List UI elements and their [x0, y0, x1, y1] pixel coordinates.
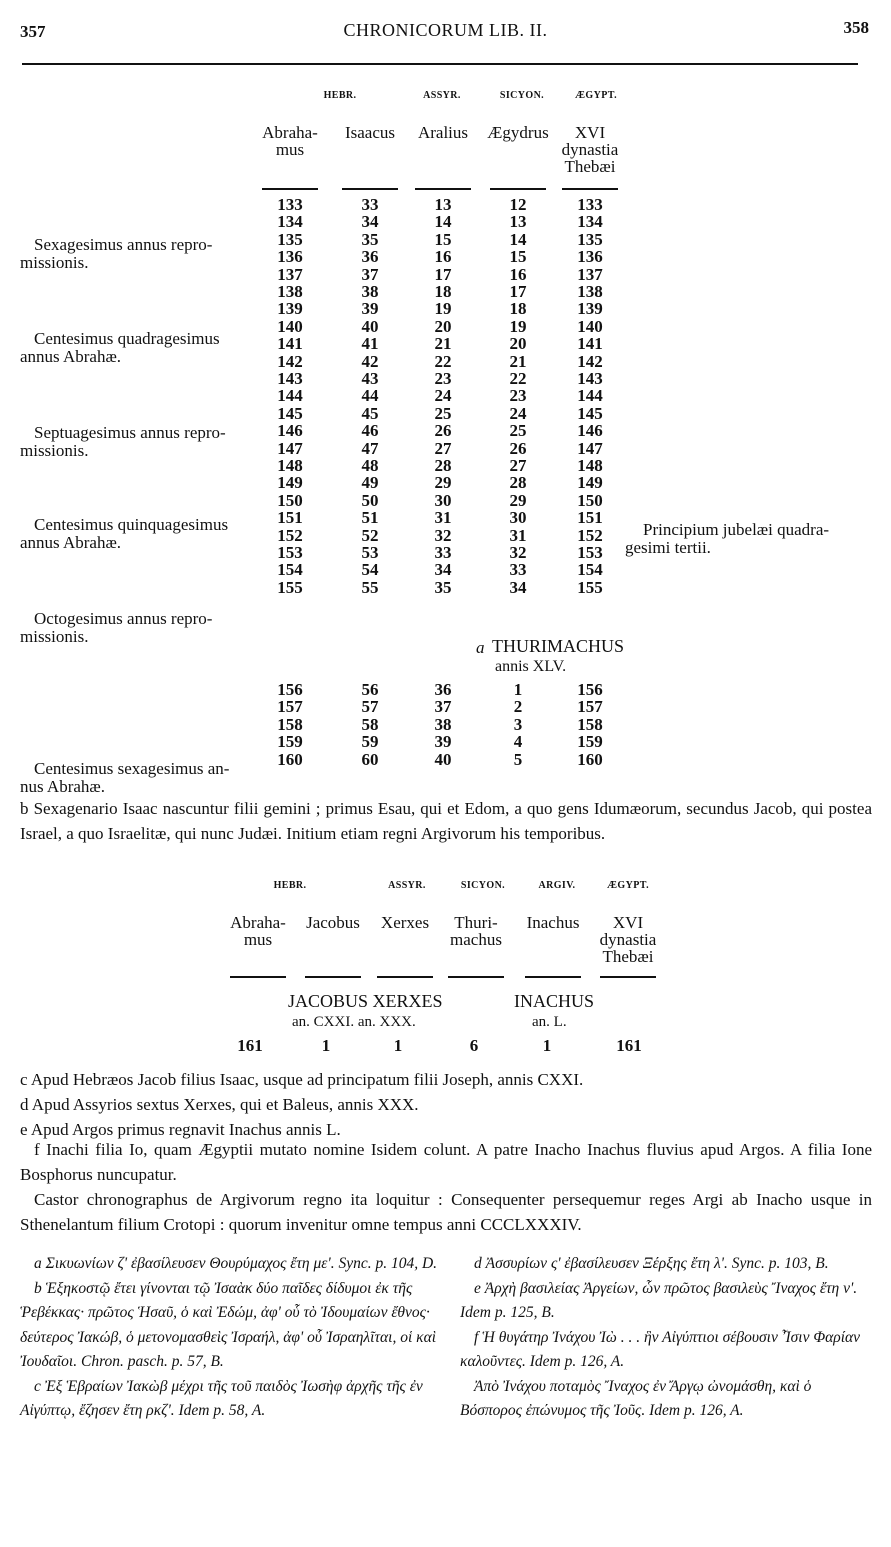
column-dash — [562, 188, 618, 190]
table1-cell: 55 — [361, 577, 379, 597]
table1-cell: 16 — [434, 247, 452, 267]
table1-cell: 146 — [577, 421, 603, 441]
table1-margin-note: Octogesimus annus repro- missionis. — [20, 609, 213, 646]
table1-cell: 21 — [509, 351, 527, 371]
table1-cell: 22 — [434, 351, 452, 371]
table1-cell: 28 — [434, 456, 452, 475]
table1-cell: 135 — [577, 229, 603, 249]
table1-cell: 157 — [277, 697, 303, 717]
table1-cell: 51 — [361, 508, 379, 528]
table1-right-note: Principium jubelæi quadra- gesimi tertii. — [625, 520, 830, 557]
table1-cell: 29 — [434, 473, 452, 493]
table1-cell: 22 — [509, 369, 527, 388]
table1-cell: 25 — [434, 403, 452, 423]
table2-cell: 6 — [469, 1036, 479, 1055]
table1-cell: 31 — [509, 525, 527, 545]
table1-cell: 150 — [277, 490, 303, 510]
table1-cell: 38 — [361, 282, 379, 301]
table1-cell: 136 — [277, 247, 303, 267]
table1-cell: 142 — [577, 351, 603, 371]
table2-cell: 1 — [321, 1036, 331, 1055]
table1-cell: 158 — [577, 714, 603, 734]
table1-cell: 23 — [434, 369, 452, 388]
column-dash — [262, 188, 318, 190]
table1-cell: 17 — [434, 264, 452, 284]
table1-cell: 149 — [277, 473, 303, 493]
table1-cell: 139 — [577, 299, 603, 319]
table2-column-head: Thuri- machus — [450, 913, 502, 949]
page-number-right: 358 — [843, 18, 869, 37]
greek-note-c: c Ἐξ Ἑβραίων Ἰακὼβ μέχρι τῆς τοῦ παιδὸς Ἰωσὴφ ἀρχῆς τῆς ἐν Αἰγύπτῳ, ἔζησεν ἔτη ρκζ'. Idem p. 58, A. — [20, 1377, 423, 1419]
table2-cell: 1 — [542, 1036, 552, 1055]
table1-cell: 34 — [509, 577, 527, 597]
table1-cell: 53 — [361, 543, 379, 562]
table1-cell: 147 — [577, 438, 603, 458]
table1-cell: 27 — [509, 456, 527, 475]
greek-note-g: Ἀπὸ Ἰνάχου ποταμὸς Ἴναχος ἐν Ἄργῳ ὠνομάσθη, καὶ ὁ Βόσπορος ἐπώνυμος τῆς Ἰοῦς. Idem p. 126, A. — [460, 1377, 812, 1419]
thurimachus-years: annis XLV. — [495, 658, 567, 675]
table2-group-head: ASSYR. — [388, 880, 426, 891]
table1-cell: 26 — [509, 438, 527, 458]
table1-cell: 30 — [509, 508, 527, 528]
table1-cell: 18 — [509, 299, 527, 319]
table1-cell: 34 — [361, 212, 379, 232]
table1-cell: 36 — [434, 680, 452, 699]
table1-cell: 47 — [361, 438, 379, 458]
header-rule — [22, 63, 858, 65]
greek-note-e: e Ἀρχὴ βασιλείας Ἀργείων, ὧν πρῶτος βασιλεὺς Ἴναχος ἔτη ν'. Idem p. 125, B. — [460, 1279, 858, 1321]
table1-cell: 149 — [577, 473, 603, 493]
table1-cell: 137 — [277, 264, 303, 284]
table1-cell: 34 — [434, 560, 452, 580]
page-number-left: 357 — [20, 22, 46, 41]
table1-cell: 159 — [577, 732, 603, 752]
table1-cell: 30 — [434, 490, 452, 510]
table1-cell: 45 — [361, 403, 379, 423]
table1-cell: 41 — [361, 334, 379, 354]
table1-cell: 36 — [361, 247, 379, 267]
table1-margin-note: Centesimus quinquagesimus annus Abrahæ. — [20, 515, 229, 552]
table2-column-head: Inachus — [526, 913, 580, 932]
table1-cell: 39 — [361, 299, 379, 319]
table1-cell: 155 — [277, 577, 303, 597]
table1-cell: 146 — [277, 421, 303, 441]
table1-cell: 33 — [509, 560, 527, 580]
table2-years: an. L. — [532, 1014, 567, 1030]
table1-cell: 18 — [434, 282, 452, 301]
greek-note-a: a Σικυωνίων ζ' ἐβασίλευσεν Θουρύμαχος ἔτη με'. Sync. p. 104, D. — [34, 1255, 438, 1272]
table1-cell: 43 — [361, 369, 379, 388]
table1-cell: 157 — [577, 697, 603, 717]
table1-cell: 27 — [434, 438, 452, 458]
table1-cell: 59 — [361, 732, 379, 752]
table1-cell: 35 — [361, 229, 379, 249]
table1-cell: 1 — [513, 680, 523, 699]
table1-cell: 148 — [577, 456, 603, 475]
greek-note-d: d Ἀσσυρίων ς' ἐβασίλευσεν Ξέρξης ἔτη λ'. Sync. p. 103, B. — [474, 1255, 829, 1272]
table1-column-head: Ægydrus — [487, 123, 549, 142]
table1-cell: 15 — [509, 247, 527, 267]
table1-cell: 39 — [434, 732, 452, 752]
table2-cell: 161 — [616, 1036, 642, 1055]
table1-cell: 44 — [361, 386, 379, 406]
table1-cell: 154 — [577, 560, 603, 580]
table1-cell: 16 — [509, 264, 527, 284]
table1-cell: 54 — [361, 560, 379, 580]
note-d: d Apud Assyrios sextus Xerxes, qui et Baleus, annis XXX. — [20, 1095, 419, 1114]
table1-cell: 139 — [277, 299, 303, 319]
table1-cell: 24 — [509, 403, 527, 423]
table1-column-head: Isaacus — [344, 123, 396, 142]
table2-group-head: ÆGYPT. — [607, 880, 649, 891]
table2-years: an. CXXI. an. XXX. — [292, 1014, 416, 1030]
table1-group-head: ASSYR. — [423, 90, 461, 101]
table1-cell: 57 — [361, 697, 379, 717]
table1-column-head: XVI dynastia Thebæi — [561, 123, 619, 176]
table1-cell: 35 — [434, 577, 452, 597]
table2-column-head: Xerxes — [380, 913, 430, 932]
table1-cell: 15 — [434, 229, 452, 249]
table1-cell: 150 — [577, 490, 603, 510]
table1-cell: 12 — [509, 195, 527, 214]
table1-cell: 42 — [361, 351, 379, 371]
table1-cell: 40 — [434, 749, 452, 769]
table1-cell: 138 — [577, 282, 603, 301]
column-dash — [415, 188, 471, 190]
table1-cell: 152 — [277, 525, 303, 545]
table2-cell: 1 — [393, 1036, 403, 1055]
table1-cell: 32 — [509, 543, 527, 562]
table2-names: INACHUS — [514, 991, 595, 1011]
table1-cell: 153 — [577, 543, 603, 562]
table1-cell: 58 — [361, 714, 379, 734]
table1-cell: 160 — [277, 749, 303, 769]
table1-cell: 153 — [277, 543, 303, 562]
table1-cell: 37 — [361, 264, 379, 284]
table1-cell: 20 — [434, 316, 452, 336]
table1-cell: 32 — [434, 525, 452, 545]
table1-cell: 137 — [577, 264, 603, 284]
column-dash — [600, 976, 656, 978]
table1-cell: 145 — [277, 403, 303, 423]
table1-cell: 138 — [277, 282, 303, 301]
table1-cell: 140 — [577, 316, 603, 336]
column-dash — [342, 188, 398, 190]
table1-cell: 144 — [277, 386, 303, 406]
table1-cell: 33 — [361, 195, 379, 214]
table1-cell: 136 — [577, 247, 603, 267]
table1-cell: 40 — [361, 316, 379, 336]
table2-group-head: HEBR. — [273, 880, 307, 891]
table1-cell: 156 — [577, 680, 603, 699]
table1-cell: 147 — [277, 438, 303, 458]
table1-cell: 145 — [577, 403, 603, 423]
table1-cell: 154 — [277, 560, 303, 580]
note-e: e Apud Argos primus regnavit Inachus annis L. — [20, 1120, 341, 1139]
table1-cell: 20 — [509, 334, 527, 354]
note-b-paragraph: b Sexagenario Isaac nascuntur filii gemini ; primus Esau, qui et Edom, a quo gens Idumæorum, secundus Jacob, qui postea Israel, a quo Israelitæ, qui nunc Judæi. Initium etiam regni Argivorum his temporibus. — [20, 799, 872, 843]
table1-cell: 19 — [434, 299, 452, 319]
table1-cell: 152 — [577, 525, 603, 545]
table1-group-head: ÆGYPT. — [575, 90, 617, 101]
running-title: CHRONICORUM LIB. II. — [343, 20, 548, 40]
table1-cell: 134 — [277, 212, 303, 232]
table1-cell: 48 — [361, 456, 379, 475]
table1-cell: 19 — [509, 316, 527, 336]
table1-cell: 50 — [361, 490, 379, 510]
table1-cell: 56 — [361, 680, 379, 699]
column-dash — [525, 976, 581, 978]
table1-cell: 133 — [577, 195, 603, 214]
table2-group-head: ARGIV. — [538, 880, 576, 891]
greek-note-f: f Ἡ θυγάτηρ Ἰνάχου Ἰὼ . . . ἣν Αἰγύπτιοι σέβουσιν Ἶσιν Φαρίαν καλοῦντες. Idem p. 126, A. — [460, 1328, 861, 1370]
note-f: f Inachi filia Io, quam Ægyptii mutato nomine Isidem colunt. A patre Inacho Inachus fluvius apud Argos. A filia Ione Bosphorus nuncupatur. — [20, 1140, 872, 1184]
table1-cell: 14 — [434, 212, 452, 232]
table1-cell: 134 — [577, 212, 603, 232]
table1-cell: 156 — [277, 680, 303, 699]
table1-cell: 158 — [277, 714, 303, 734]
table1-cell: 142 — [277, 351, 303, 371]
table1-cell: 2 — [513, 697, 523, 717]
table1-cell: 160 — [577, 749, 603, 769]
table1-cell: 49 — [361, 473, 379, 493]
table1-cell: 14 — [509, 229, 527, 249]
table2-column-head: XVI dynastia Thebæi — [599, 913, 657, 966]
table1-cell: 31 — [434, 508, 452, 528]
note-c: c Apud Hebræos Jacob filius Isaac, usque ad principatum filii Joseph, annis CXXI. — [20, 1070, 584, 1089]
table1-margin-note: Sexagesimus annus repro- missionis. — [20, 235, 213, 272]
table1-cell: 143 — [277, 369, 303, 388]
table1-cell: 21 — [434, 334, 452, 354]
table1-cell: 4 — [513, 732, 523, 752]
table2-names: JACOBUS XERXES — [288, 991, 443, 1011]
column-dash — [305, 976, 361, 978]
table1-cell: 13 — [434, 195, 452, 214]
table1-cell: 5 — [513, 749, 523, 769]
table1-margin-note: Centesimus quadragesimus annus Abrahæ. — [20, 329, 220, 366]
thurimachus-name: THURIMACHUS — [492, 636, 625, 656]
table1-cell: 135 — [277, 229, 303, 249]
table1-cell: 141 — [577, 334, 603, 354]
table1-cell: 33 — [434, 543, 452, 562]
table1-cell: 25 — [509, 421, 527, 441]
table1-cell: 148 — [277, 456, 303, 475]
table1-group-head: HEBR. — [323, 90, 357, 101]
table1-cell: 141 — [277, 334, 303, 354]
table1-margin-note: Centesimus sexagesimus an- nus Abrahæ. — [20, 759, 230, 796]
table2-group-head: SICYON. — [460, 880, 506, 891]
column-dash — [448, 976, 504, 978]
table2-cell: 161 — [237, 1036, 263, 1055]
table2-column-head: Abraha- mus — [230, 913, 286, 949]
table1-cell: 28 — [509, 473, 527, 493]
table1-column-head: Aralius — [417, 123, 469, 142]
column-dash — [490, 188, 546, 190]
table1-cell: 26 — [434, 421, 452, 441]
table1-cell: 29 — [509, 490, 527, 510]
table1-cell: 23 — [509, 386, 527, 406]
table1-cell: 140 — [277, 316, 303, 336]
table1-cell: 144 — [577, 386, 603, 406]
greek-notes-left — [20, 1252, 438, 1424]
table1-cell: 151 — [577, 508, 603, 528]
table1-cell: 46 — [361, 421, 379, 441]
table1-cell: 155 — [577, 577, 603, 597]
table1-cell: 38 — [434, 714, 452, 734]
table1-cell: 52 — [361, 525, 379, 545]
table1-cell: 37 — [434, 697, 452, 717]
thurimachus-label: a — [476, 638, 485, 657]
table1-cell: 143 — [577, 369, 603, 388]
table2-column-head: Jacobus — [306, 913, 360, 932]
column-dash — [230, 976, 286, 978]
table1-group-head: SICYON. — [499, 90, 545, 101]
table1-cell: 151 — [277, 508, 303, 528]
table1-column-head: Abraha- mus — [262, 123, 318, 159]
greek-note-b: b Ἑξηκοστῷ ἔτει γίνονται τῷ Ἰσαὰκ δύο παῖδες δίδυμοι ἐκ τῆς Ῥεβέκκας· πρῶτος Ἡσαῦ, ὁ καὶ Ἐδώμ, ἀφ' οὗ τὸ Ἰδουμαίων ἔθνος· δεύτερος Ἰακώβ, ὁ μετονομασθεὶς Ἰσραήλ, ἀφ' οὗ Ἰσραηλῖται, οἱ καὶ Ἰουδαῖοι. Chron. pasch. p. 57, B. — [20, 1279, 437, 1370]
table1-cell: 24 — [434, 386, 452, 406]
table1-cell: 17 — [509, 282, 527, 301]
table1-cell: 3 — [513, 714, 523, 734]
table1-margin-note: Septuagesimus annus repro- missionis. — [20, 423, 226, 460]
table1-cell: 60 — [361, 749, 379, 769]
greek-notes-right — [460, 1252, 870, 1424]
table1-cell: 159 — [277, 732, 303, 752]
castor-paragraph: Castor chronographus de Argivorum regno ita loquitur : Consequenter persequemur reges Argi ab Inacho usque in Sthenelantum filium Crotopi : quorum invenitur omne tempus anni CCCLXXXIV. — [20, 1190, 872, 1234]
column-dash — [377, 976, 433, 978]
table1-cell: 133 — [277, 195, 303, 214]
table1-cell: 13 — [509, 212, 527, 232]
